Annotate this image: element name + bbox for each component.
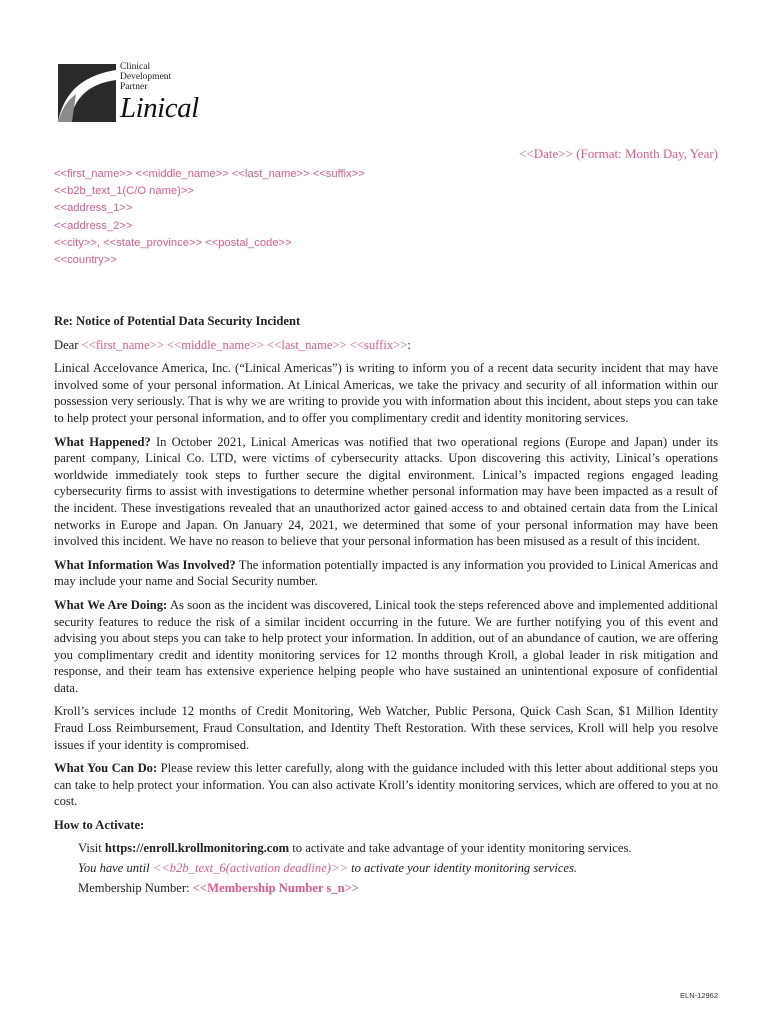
recipient-address xyxy=(54,166,365,269)
what-happened-paragraph xyxy=(54,434,718,550)
letter-date: <<Date>> (Format: Month Day, Year) xyxy=(519,146,718,161)
salutation-prefix: Dear xyxy=(54,337,82,352)
membership-label: Membership Number: xyxy=(78,880,193,895)
deadline-suffix: to activate your identity monitoring services. xyxy=(347,860,578,875)
what-happened-heading: What Happened? xyxy=(54,434,151,449)
kroll-services-paragraph: Kroll’s services include 12 months of Credit Monitoring, Web Watcher, Public Persona, Quick Cash Scan, $1 Million Identity Fraud Loss Reimbursement, Fraud Consultation, and Identity Theft Restoration. With these services, Kroll will help you resolve issues if your identity is compromised. xyxy=(54,704,718,752)
membership-line xyxy=(78,878,718,898)
logo-tagline xyxy=(120,62,171,92)
visit-suffix: to activate and take advantage of your identity monitoring services. xyxy=(289,840,632,855)
visit-line xyxy=(78,838,718,858)
what-can-do-heading: What You Can Do: xyxy=(54,761,158,776)
salutation-suffix: : xyxy=(407,337,411,352)
company-logo xyxy=(58,62,208,124)
what-info-heading: What Information Was Involved? xyxy=(54,557,236,572)
salutation-name: <<first_name>> <<middle_name>> <<last_name>> <<suffix>> xyxy=(81,337,408,352)
what-doing-heading: What We Are Doing: xyxy=(54,597,168,612)
address-line-2: <<address_2>> xyxy=(54,219,133,232)
what-info-text: The information potentially impacted is any information you provided to Linical Americas and may include your name and Social Security number. xyxy=(54,557,718,589)
document-code: ELN-12962 xyxy=(680,991,718,1000)
address-line-name: <<first_name>> <<middle_name>> <<last_name>> <<suffix>> xyxy=(54,168,365,180)
what-can-do-paragraph xyxy=(54,760,718,810)
membership-number-field: <<Membership Number s_n>> xyxy=(192,880,360,895)
what-info-paragraph xyxy=(54,557,718,590)
address-line-1: <<address_1>> xyxy=(54,202,133,215)
letter-body xyxy=(54,313,718,898)
logo-tagline-line-3: Partner xyxy=(120,82,148,92)
what-can-do-text: Please review this letter carefully, along with the guidance included with this letter about additional steps you can take to help protect your information. You can also activate Kroll’s identity monitoring services, which are offered to you at no cost. xyxy=(54,761,718,809)
what-happened-text: In October 2021, Linical Americas was notified that two operational regions (Europe and Japan) under its parent company, Linical Co. LTD, were victims of cybersecurity attacks. Upon discovering this activity, Linical’s operations worldwide immediately took steps to further secure the digital environment. Linical’s impacted regions engaged leading cybersecurity firms to assist with investigations to determine whether personal information may have been impacted as a result of the incident. These investigations revealed that an unauthorized actor gained access to and obtained certain data from the Linical networks in Europe and Japan. On January 24, 2021, we determined that some of your personal information may have been involved this incident. We have no reason to believe that your personal information has been misused as a result of this incident. xyxy=(54,434,718,549)
subject-line: Re: Notice of Potential Data Security Incident xyxy=(54,314,301,328)
address-line-co: <<b2b_text_1(C/O name)>> xyxy=(54,185,194,198)
deadline-line xyxy=(78,858,718,878)
how-to-activate-heading: How to Activate: xyxy=(54,818,145,833)
activation-instructions xyxy=(54,838,718,898)
deadline-field: <<b2b_text_6(activation deadline)>> xyxy=(152,860,348,875)
enroll-link[interactable]: https://enroll.krollmonitoring.com xyxy=(104,840,290,855)
address-line-city: <<city>>, <<state_province>> <<postal_code>> xyxy=(54,236,292,249)
logo-tagline-line-2: Development xyxy=(120,72,172,82)
what-doing-text: As soon as the incident was discovered, Linical took the steps referenced above and implemented additional security features to reduce the risk of a similar incident occurring in the future. We are further notifying you of this event and advising you about steps you can take to help protect your information. In addition, out of an abundance of caution, we are offering you complimentary credit and identity monitoring services for 12 months through Kroll, a global leader in risk mitigation and response, and their team has extensive experience helping people who have sustained an unintentional exposure of confidential data. xyxy=(54,597,718,695)
logo-swoosh-icon xyxy=(58,64,116,122)
logo-tagline-line-1: Clinical xyxy=(120,62,151,72)
salutation xyxy=(54,337,718,354)
visit-prefix: Visit xyxy=(78,840,105,855)
logo-wordmark: Linical xyxy=(120,92,199,124)
what-doing-paragraph xyxy=(54,597,718,697)
deadline-prefix: You have until xyxy=(78,860,153,875)
intro-paragraph: Linical Accelovance America, Inc. (“Linical Americas”) is writing to inform you of a recent data security incident that may have involved some of your personal information. At Linical Americas, we take the privacy and security of all information within our possession very seriously. That is why we are writing to provide you with information about this incident, about steps you can take to help protect your personal information, and to offer you complimentary credit and identity monitoring services. xyxy=(54,361,718,425)
address-line-country: <<country>> xyxy=(54,254,117,267)
